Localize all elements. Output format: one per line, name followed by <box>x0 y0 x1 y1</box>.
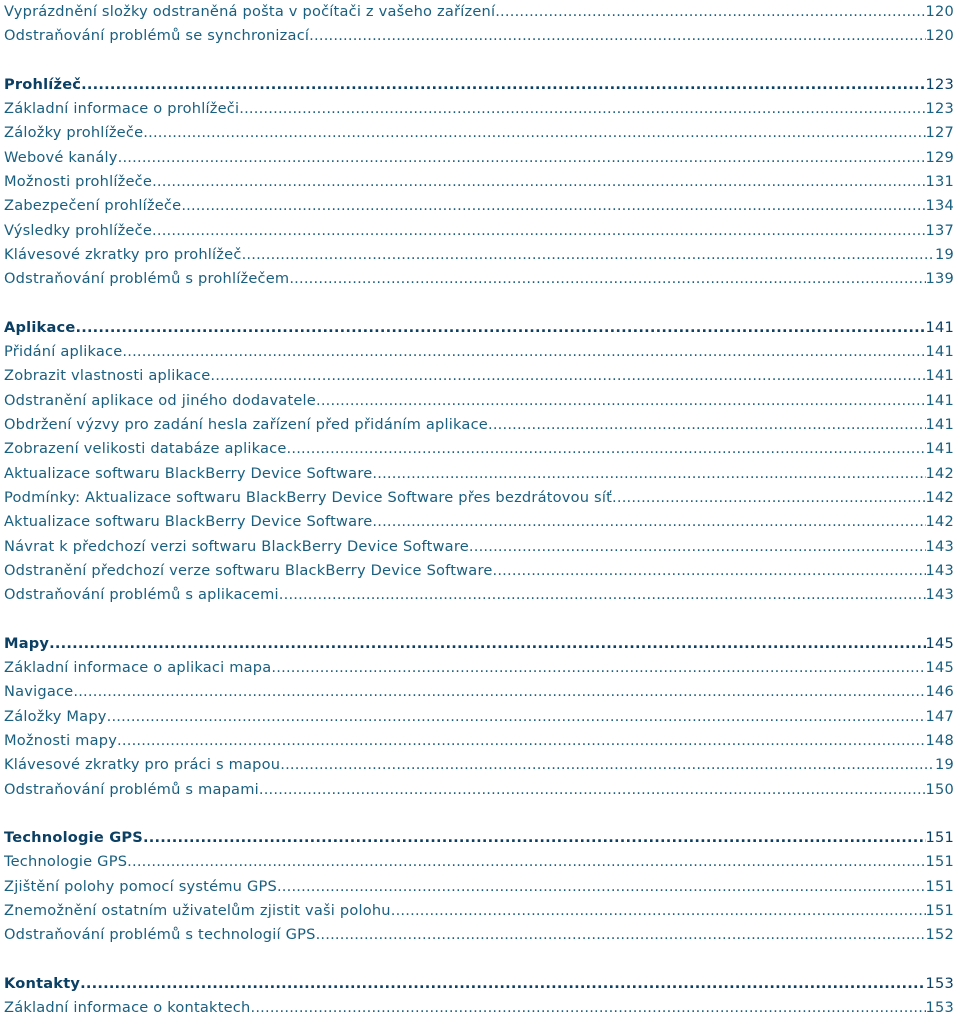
toc-entry[interactable] <box>4 753 954 777</box>
toc-dot-leader <box>469 535 926 559</box>
toc-entry-title: Odstraňování problémů se synchronizací <box>4 27 310 45</box>
toc-entry[interactable] <box>4 0 954 24</box>
toc-entry[interactable] <box>4 170 954 194</box>
toc-page-number: 142 <box>925 513 954 531</box>
toc-dot-leader <box>81 73 925 97</box>
toc-dot-leader <box>495 0 925 24</box>
toc-page-number: 153 <box>925 999 954 1017</box>
toc-page-number: 145 <box>925 659 954 677</box>
toc-page-number: 141 <box>925 367 954 385</box>
toc-entry[interactable] <box>4 462 954 486</box>
toc-page-number: 129 <box>925 148 954 166</box>
toc-entry[interactable] <box>4 243 954 267</box>
toc-dot-leader <box>250 996 925 1020</box>
toc-dot-leader <box>287 437 926 461</box>
toc-entry-title: Aktualizace softwaru BlackBerry Device Software <box>4 513 373 531</box>
toc-heading-title: Mapy <box>4 634 50 652</box>
toc-page-number: 148 <box>925 731 954 749</box>
toc-dot-leader <box>316 389 926 413</box>
toc-dot-leader <box>49 632 925 656</box>
toc-dot-leader <box>122 340 925 364</box>
toc-entry[interactable] <box>4 486 954 510</box>
toc-entry[interactable] <box>4 899 954 923</box>
toc-page-number: 146 <box>925 683 954 701</box>
toc-dot-leader <box>143 121 925 145</box>
toc-dot-leader <box>488 413 926 437</box>
toc-page-number: 152 <box>925 926 954 944</box>
toc-entry-title: Záložky prohlížeče <box>4 124 144 142</box>
toc-heading-title: Aplikace <box>4 318 76 336</box>
toc-entry-title: Navigace <box>4 683 74 701</box>
toc-section-heading[interactable] <box>4 972 954 996</box>
toc-page-number: 151 <box>925 901 954 919</box>
toc-page-number: 143 <box>925 586 954 604</box>
section-spacer <box>4 607 954 631</box>
toc-entry-title: Odstranění předchozí verze softwaru BlackBerry Device Software <box>4 561 493 579</box>
toc-entry-title: Znemožnění ostatním uživatelům zjistit vaši polohu <box>4 901 391 919</box>
toc-entry-title: Podmínky: Aktualizace softwaru BlackBerry Device Software přes bezdrátovou síť <box>4 488 613 506</box>
toc-page-number: 123 <box>925 75 954 93</box>
toc-page-number: 120 <box>925 3 954 20</box>
toc-page-number: 141 <box>925 440 954 458</box>
toc-entry-title: Odstranění aplikace od jiného dodavatele <box>4 391 316 409</box>
toc-dot-leader <box>127 850 925 874</box>
toc-entry-title: Zjištění polohy pomocí systému GPS <box>4 877 277 895</box>
toc-page-number: 120 <box>925 27 954 45</box>
toc-entry[interactable] <box>4 996 954 1020</box>
toc-heading-title: Kontakty <box>4 974 81 992</box>
toc-entry[interactable] <box>4 219 954 243</box>
toc-entry[interactable] <box>4 413 954 437</box>
toc-heading-title: Technologie GPS <box>4 829 144 847</box>
toc-page-number: 123 <box>925 100 954 118</box>
toc-entry-title: Zobrazení velikosti databáze aplikace <box>4 440 287 458</box>
toc-dot-leader <box>289 267 925 291</box>
toc-entry-title: Aktualizace softwaru BlackBerry Device Software <box>4 464 373 482</box>
toc-section-heading[interactable] <box>4 826 954 850</box>
toc-entry-title: Zabezpečení prohlížeče <box>4 197 182 215</box>
toc-page-number: 131 <box>925 173 954 191</box>
toc-page-number: 142 <box>925 464 954 482</box>
toc-page-number: 143 <box>925 561 954 579</box>
toc-dot-leader <box>612 486 926 510</box>
toc-dot-leader <box>75 316 925 340</box>
toc-dot-leader <box>242 243 935 267</box>
toc-dot-leader <box>152 170 925 194</box>
toc-page-number: 153 <box>925 974 954 992</box>
toc-dot-leader <box>107 705 926 729</box>
toc-entry-title: Klávesové zkratky pro prohlížeč <box>4 245 242 263</box>
toc-dot-leader <box>259 778 926 802</box>
toc-page-number: 151 <box>925 877 954 895</box>
toc-entry[interactable] <box>4 583 954 607</box>
toc-dot-leader <box>277 875 926 899</box>
toc-entry[interactable] <box>4 24 954 48</box>
toc-entry[interactable] <box>4 923 954 947</box>
toc-dot-leader <box>117 729 925 753</box>
toc-entry-title: Obdržení výzvy pro zadání hesla zařízení před přidáním aplikace <box>4 416 488 434</box>
toc-dot-leader <box>372 510 925 534</box>
toc-section-heading[interactable] <box>4 73 954 97</box>
section-spacer <box>4 292 954 316</box>
section-spacer <box>4 802 954 826</box>
toc-entry[interactable] <box>4 729 954 753</box>
toc-section-heading[interactable] <box>4 632 954 656</box>
toc-entry-title: Možnosti prohlížeče <box>4 173 153 191</box>
toc-page-number: 137 <box>925 221 954 239</box>
toc-page-number: 141 <box>925 391 954 409</box>
toc-dot-leader <box>309 24 925 48</box>
toc-page-number: 147 <box>925 707 954 725</box>
toc-entry[interactable] <box>4 437 954 461</box>
toc-entry-title: Vyprázdnění složky odstraněná pošta v počítači z vašeho zařízení <box>4 3 496 20</box>
toc-dot-leader <box>391 899 926 923</box>
toc-entry-title: Přidání aplikace <box>4 343 123 361</box>
toc-entry[interactable] <box>4 680 954 704</box>
table-of-contents <box>4 0 954 1020</box>
toc-page-number: 151 <box>925 829 954 847</box>
toc-entry-title: Odstraňování problémů s mapami <box>4 780 259 798</box>
toc-page-number: 142 <box>925 488 954 506</box>
toc-dot-leader <box>210 364 925 388</box>
toc-heading-title: Prohlížeč <box>4 75 82 93</box>
toc-section-heading[interactable] <box>4 316 954 340</box>
toc-entry-title: Možnosti mapy <box>4 731 118 749</box>
toc-page-number: 141 <box>925 416 954 434</box>
toc-entry[interactable] <box>4 656 954 680</box>
toc-page-number: 151 <box>925 853 954 871</box>
toc-entry[interactable] <box>4 389 954 413</box>
toc-dot-leader <box>143 826 926 850</box>
toc-entry-title: Odstraňování problémů s technologií GPS <box>4 926 316 944</box>
toc-dot-leader <box>181 194 925 218</box>
toc-entry[interactable] <box>4 510 954 534</box>
toc-dot-leader <box>80 972 925 996</box>
toc-entry-title: Návrat k předchozí verzi softwaru BlackBerry Device Software <box>4 537 469 555</box>
toc-entry-title: Základní informace o aplikaci mapa <box>4 659 272 677</box>
toc-entry[interactable] <box>4 875 954 899</box>
toc-page-number: 19 <box>935 245 954 263</box>
toc-entry[interactable] <box>4 778 954 802</box>
toc-page-number: 19 <box>935 756 954 774</box>
toc-entry[interactable] <box>4 194 954 218</box>
toc-page-number: 145 <box>925 634 954 652</box>
toc-entry-title: Zobrazit vlastnosti aplikace <box>4 367 211 385</box>
toc-page-number: 139 <box>925 270 954 288</box>
toc-entry[interactable] <box>4 146 954 170</box>
toc-entry[interactable] <box>4 559 954 583</box>
toc-entry-title: Odstraňování problémů s aplikacemi <box>4 586 279 604</box>
toc-page-number: 141 <box>925 318 954 336</box>
toc-entry-title: Webové kanály <box>4 148 118 166</box>
toc-entry[interactable] <box>4 364 954 388</box>
toc-entry-title: Technologie GPS <box>4 853 128 871</box>
section-spacer <box>4 49 954 73</box>
toc-dot-leader <box>493 559 926 583</box>
toc-dot-leader <box>118 146 926 170</box>
toc-dot-leader <box>73 680 925 704</box>
toc-entry-title: Klávesové zkratky pro práci s mapou <box>4 756 281 774</box>
section-spacer <box>4 948 954 972</box>
toc-entry-title: Záložky Mapy <box>4 707 107 725</box>
toc-entry-title: Odstraňování problémů s prohlížečem <box>4 270 290 288</box>
toc-entry[interactable] <box>4 267 954 291</box>
toc-entry[interactable] <box>4 705 954 729</box>
toc-entry-title: Základní informace o kontaktech <box>4 999 251 1017</box>
toc-entry[interactable] <box>4 850 954 874</box>
toc-dot-leader <box>372 462 925 486</box>
toc-dot-leader <box>271 656 925 680</box>
toc-page-number: 127 <box>925 124 954 142</box>
toc-dot-leader <box>239 97 925 121</box>
toc-page-number: 134 <box>925 197 954 215</box>
toc-entry[interactable] <box>4 97 954 121</box>
toc-page-number: 143 <box>925 537 954 555</box>
toc-entry-title: Výsledky prohlížeče <box>4 221 153 239</box>
toc-page-number: 150 <box>925 780 954 798</box>
toc-page-number: 141 <box>925 343 954 361</box>
toc-entry[interactable] <box>4 340 954 364</box>
toc-entry[interactable] <box>4 535 954 559</box>
toc-dot-leader <box>280 753 935 777</box>
toc-entry-title: Základní informace o prohlížeči <box>4 100 240 118</box>
toc-dot-leader <box>316 923 926 947</box>
toc-entry[interactable] <box>4 121 954 145</box>
toc-dot-leader <box>279 583 926 607</box>
toc-dot-leader <box>152 219 926 243</box>
